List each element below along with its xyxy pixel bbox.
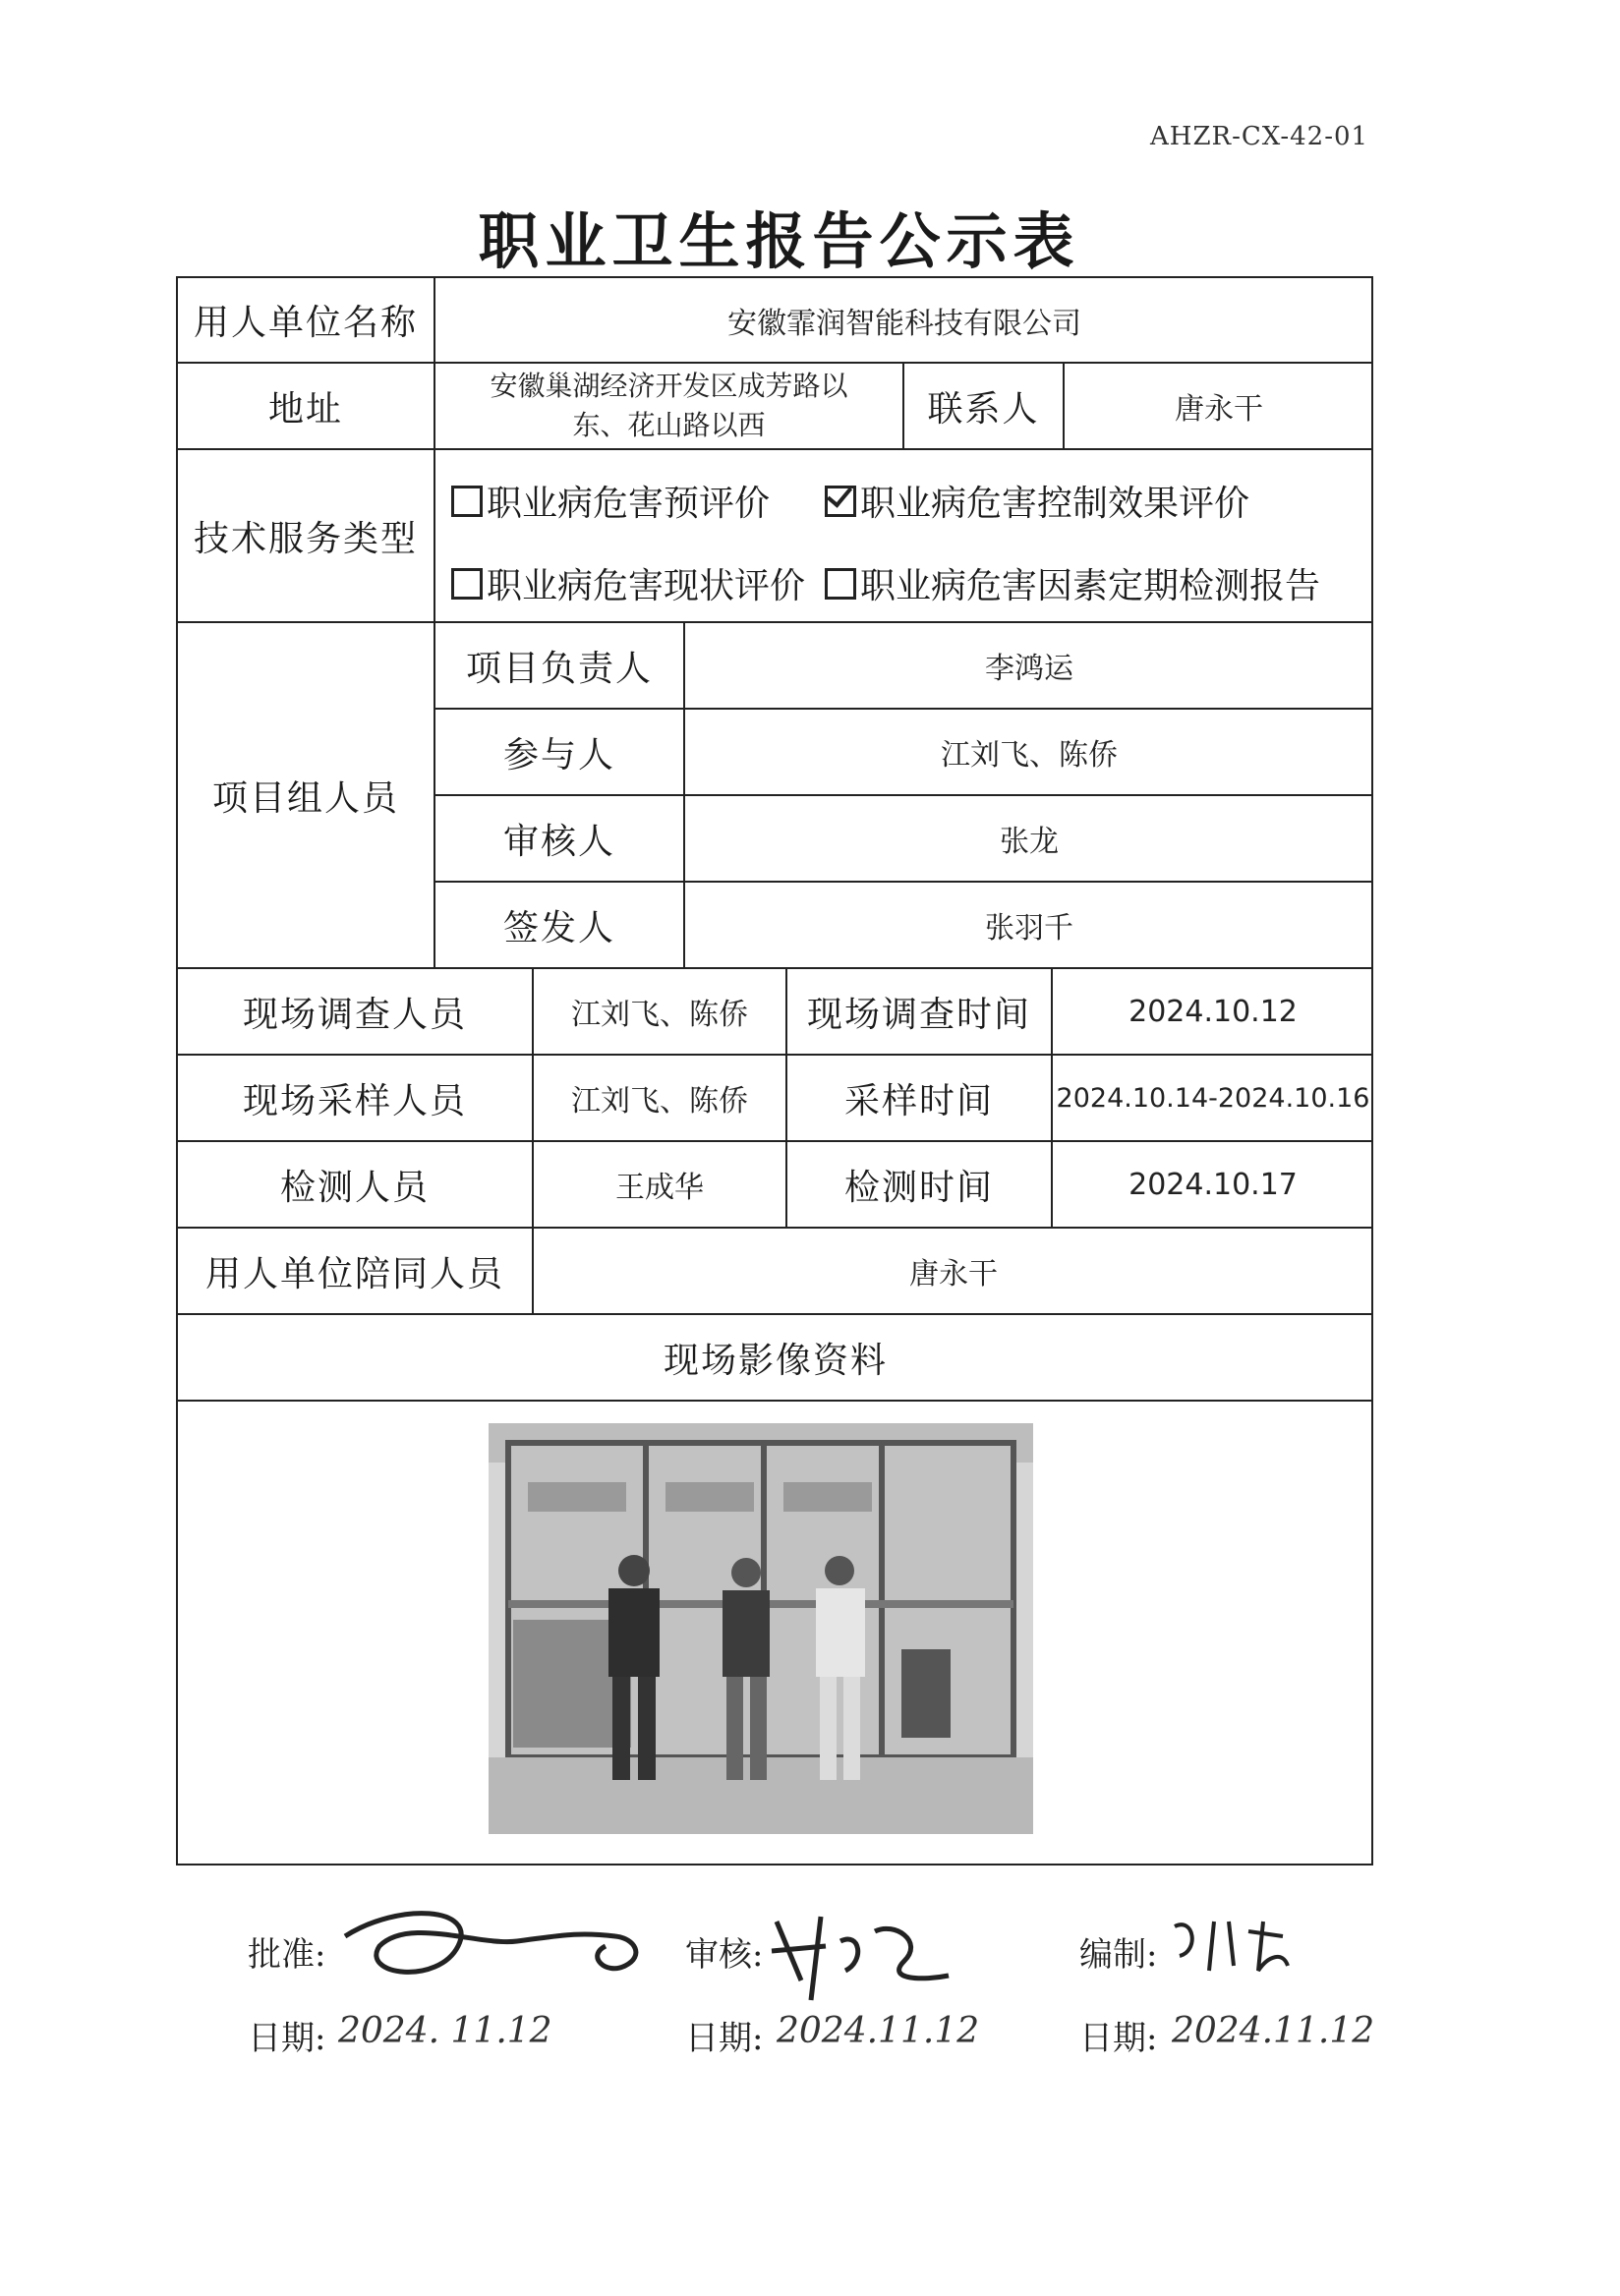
label-escort: 用人单位陪同人员 — [178, 1229, 534, 1315]
value-survey-time: 2024.10.12 — [1053, 969, 1373, 1056]
address-line-1: 安徽巢湖经济开发区成芳路以 — [490, 370, 848, 402]
label-testing-time: 检测时间 — [787, 1142, 1053, 1229]
site-photo-illustration — [489, 1423, 1033, 1834]
label-photo-section: 现场影像资料 — [178, 1315, 1373, 1402]
label-survey-staff: 现场调查人员 — [178, 969, 534, 1056]
label-sampling-staff: 现场采样人员 — [178, 1056, 534, 1142]
compile-label: 编制: — [1079, 1935, 1158, 1975]
value-sampling-time: 2024.10.14-2024.10.16 — [1053, 1056, 1373, 1142]
label-project-leader: 项目负责人 — [435, 623, 685, 710]
report-table — [176, 276, 1373, 1866]
value-project-leader: 李鸿运 — [685, 623, 1373, 710]
service-option-periodic-testing: 职业病危害因素定期检测报告 — [825, 558, 1320, 608]
review-date: 2024.11.12 — [777, 2011, 980, 2051]
approve-signature — [340, 1897, 665, 2005]
value-reviewer: 张龙 — [685, 796, 1373, 883]
review-label: 审核: — [685, 1935, 764, 1975]
checkbox-icon — [825, 568, 856, 600]
approve-label: 批准: — [248, 1935, 326, 1975]
checkbox-icon — [451, 486, 483, 517]
label-testing-staff: 检测人员 — [178, 1142, 534, 1229]
label-sampling-time: 采样时间 — [787, 1056, 1053, 1142]
service-type-options — [435, 450, 1373, 623]
label-service-type: 技术服务类型 — [178, 450, 435, 623]
compile-date: 2024.11.12 — [1172, 2011, 1375, 2051]
compile-date-label: 日期: — [1079, 2019, 1158, 2058]
value-sampling-staff: 江刘飞、陈侨 — [534, 1056, 787, 1142]
value-contact: 唐永干 — [1065, 364, 1373, 450]
value-testing-time: 2024.10.17 — [1053, 1142, 1373, 1229]
label-survey-time: 现场调查时间 — [787, 969, 1053, 1056]
value-testing-staff: 王成华 — [534, 1142, 787, 1229]
value-escort: 唐永干 — [534, 1229, 1373, 1315]
service-option-control-effect: 职业病危害控制效果评价 — [825, 476, 1249, 526]
approve-date: 2024. 11.12 — [338, 2011, 552, 2051]
label-employer-name: 用人单位名称 — [178, 278, 435, 364]
label-contact: 联系人 — [904, 364, 1065, 450]
label-project-team: 项目组人员 — [178, 623, 435, 969]
compile-signature — [1170, 1912, 1298, 1980]
value-participants: 江刘飞、陈侨 — [685, 710, 1373, 796]
label-issuer: 签发人 — [435, 883, 685, 969]
address-line-2: 东、花山路以西 — [572, 409, 766, 441]
page-title: 职业卫生报告公示表 — [478, 205, 1080, 277]
approve-date-label: 日期: — [248, 2019, 326, 2058]
checkbox-icon — [451, 568, 483, 600]
label-participants: 参与人 — [435, 710, 685, 796]
value-employer-name: 安徽霏润智能科技有限公司 — [435, 278, 1373, 364]
review-signature — [767, 1902, 963, 2010]
site-photo — [489, 1423, 1033, 1834]
service-option-pre-assessment: 职业病危害预评价 — [451, 476, 770, 526]
checkbox-checked-icon — [825, 486, 856, 517]
document-code: AHZR-CX-42-01 — [1150, 122, 1369, 151]
value-address — [435, 364, 904, 450]
label-reviewer: 审核人 — [435, 796, 685, 883]
label-address: 地址 — [178, 364, 435, 450]
value-survey-staff: 江刘飞、陈侨 — [534, 969, 787, 1056]
review-date-label: 日期: — [685, 2019, 764, 2058]
value-issuer: 张羽千 — [685, 883, 1373, 969]
service-option-status-assessment: 职业病危害现状评价 — [451, 558, 805, 608]
